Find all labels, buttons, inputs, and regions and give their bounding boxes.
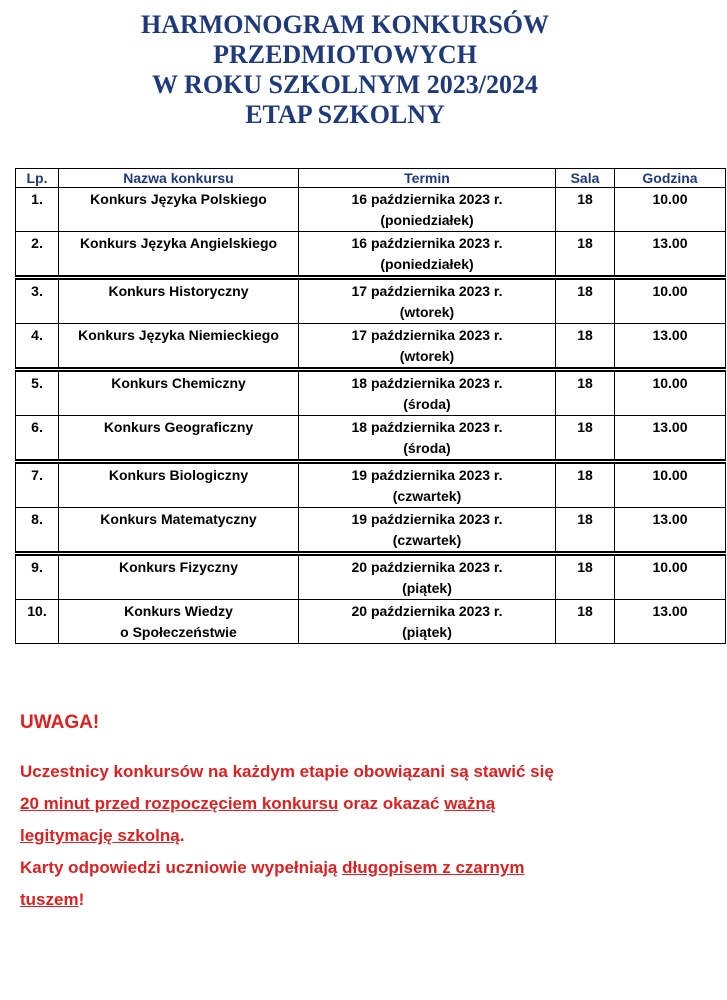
hour-text: 13.00 bbox=[652, 235, 688, 251]
hour-text: 10.00 bbox=[652, 559, 688, 575]
cell-lp bbox=[16, 600, 59, 644]
table-row bbox=[16, 232, 726, 278]
term-day: (piątek) bbox=[402, 580, 452, 596]
term-date: 19 października 2023 r. bbox=[351, 511, 503, 527]
term-day: (środa) bbox=[403, 396, 451, 412]
term-date: 16 października 2023 r. bbox=[351, 191, 503, 207]
term-day: (czwartek) bbox=[392, 532, 462, 548]
cell-room bbox=[556, 462, 615, 508]
room-text: 18 bbox=[577, 467, 593, 483]
term-day: (wtorek) bbox=[399, 348, 455, 364]
term-day: (poniedziałek) bbox=[380, 212, 474, 228]
term-date: 16 października 2023 r. bbox=[351, 235, 503, 251]
room-text: 18 bbox=[577, 419, 593, 435]
lp-text: 10. bbox=[27, 603, 47, 619]
contest-name: Konkurs Języka Angielskiego bbox=[79, 235, 278, 251]
cell-name bbox=[59, 324, 299, 370]
term-day: (środa) bbox=[403, 440, 451, 456]
header-room: Sala bbox=[556, 169, 615, 188]
term-day: (wtorek) bbox=[399, 304, 455, 320]
cell-name bbox=[59, 508, 299, 554]
cell-term bbox=[299, 416, 556, 462]
contest-name: Konkurs Chemiczny bbox=[111, 375, 246, 391]
room-text: 18 bbox=[577, 559, 593, 575]
cell-hour bbox=[615, 232, 726, 278]
contest-name: Konkurs Biologiczny bbox=[108, 467, 249, 483]
cell-name bbox=[59, 462, 299, 508]
table-header-row bbox=[16, 169, 726, 188]
hour-text: 13.00 bbox=[652, 327, 688, 343]
notice-underlined: tuszem bbox=[20, 890, 79, 909]
contest-name: Konkurs Matematyczny bbox=[100, 511, 257, 527]
cell-name bbox=[59, 232, 299, 278]
header-lp: Lp. bbox=[16, 169, 59, 188]
title-line-4: ETAP SZKOLNY bbox=[245, 100, 445, 129]
cell-lp bbox=[16, 188, 59, 232]
notice-underlined: legitymację szkolną bbox=[20, 826, 180, 845]
cell-lp bbox=[16, 370, 59, 416]
cell-room bbox=[556, 600, 615, 644]
term-day: (piątek) bbox=[402, 624, 452, 640]
notice-text: oraz okazać bbox=[338, 794, 445, 813]
table-row bbox=[16, 508, 726, 554]
cell-hour bbox=[615, 370, 726, 416]
table-row bbox=[16, 278, 726, 324]
cell-room bbox=[556, 416, 615, 462]
term-date: 20 października 2023 r. bbox=[351, 603, 503, 619]
contest-name-line-2: o Społeczeństwie bbox=[120, 624, 237, 640]
cell-term bbox=[299, 188, 556, 232]
term-date: 17 października 2023 r. bbox=[351, 327, 503, 343]
notice-underlined: 20 minut przed rozpoczęciem konkursu bbox=[20, 794, 339, 813]
cell-room bbox=[556, 324, 615, 370]
lp-text: 9. bbox=[31, 559, 43, 575]
table-row bbox=[16, 600, 726, 644]
cell-term bbox=[299, 232, 556, 278]
term-date: 18 października 2023 r. bbox=[351, 419, 503, 435]
cell-hour bbox=[615, 278, 726, 324]
cell-term bbox=[299, 324, 556, 370]
room-text: 18 bbox=[577, 603, 593, 619]
lp-text: 2. bbox=[31, 235, 43, 251]
lp-text: 6. bbox=[31, 419, 43, 435]
notice-text: Karty odpowiedzi uczniowie wypełniają bbox=[20, 858, 343, 877]
lp-text: 8. bbox=[31, 511, 43, 527]
table-row bbox=[16, 188, 726, 232]
cell-name bbox=[59, 554, 299, 600]
hour-text: 10.00 bbox=[652, 467, 688, 483]
term-day: (czwartek) bbox=[392, 488, 462, 504]
lp-text: 4. bbox=[31, 327, 43, 343]
notice-underlined: ważną bbox=[444, 794, 496, 813]
hour-text: 10.00 bbox=[652, 283, 688, 299]
cell-lp bbox=[16, 324, 59, 370]
notice-paragraph-2 bbox=[20, 852, 710, 916]
room-text: 18 bbox=[577, 511, 593, 527]
lp-text: 7. bbox=[31, 467, 43, 483]
room-text: 18 bbox=[577, 283, 593, 299]
cell-name bbox=[59, 278, 299, 324]
cell-lp bbox=[16, 462, 59, 508]
cell-term bbox=[299, 600, 556, 644]
cell-hour bbox=[615, 554, 726, 600]
notice-text: ! bbox=[78, 890, 85, 909]
cell-term bbox=[299, 462, 556, 508]
cell-lp bbox=[16, 232, 59, 278]
lp-text: 5. bbox=[31, 375, 43, 391]
term-date: 19 października 2023 r. bbox=[351, 467, 503, 483]
room-text: 18 bbox=[577, 327, 593, 343]
table-row bbox=[16, 462, 726, 508]
notice-paragraph-1 bbox=[20, 756, 710, 852]
lp-text: 1. bbox=[31, 191, 43, 207]
term-date: 18 października 2023 r. bbox=[351, 375, 503, 391]
schedule-table bbox=[15, 168, 726, 644]
room-text: 18 bbox=[577, 375, 593, 391]
cell-hour bbox=[615, 508, 726, 554]
cell-lp bbox=[16, 554, 59, 600]
header-term: Termin bbox=[299, 169, 556, 188]
table-row bbox=[16, 554, 726, 600]
title-line-3: W ROKU SZKOLNYM 2023/2024 bbox=[152, 70, 538, 99]
table-row bbox=[16, 370, 726, 416]
cell-lp bbox=[16, 278, 59, 324]
cell-hour bbox=[615, 324, 726, 370]
notice-text: Uczestnicy konkursów na każdym etapie obowiązani są stawić się bbox=[20, 762, 554, 781]
hour-text: 13.00 bbox=[652, 603, 688, 619]
header-name: Nazwa konkursu bbox=[59, 169, 299, 188]
document-title bbox=[0, 10, 690, 130]
cell-lp bbox=[16, 416, 59, 462]
cell-room bbox=[556, 188, 615, 232]
notice-underlined: długopisem z czarnym bbox=[342, 858, 525, 877]
contest-name: Konkurs Języka Niemieckiego bbox=[78, 327, 279, 343]
cell-name bbox=[59, 416, 299, 462]
cell-room bbox=[556, 554, 615, 600]
notice bbox=[20, 712, 710, 916]
cell-room bbox=[556, 370, 615, 416]
table-row bbox=[16, 324, 726, 370]
cell-name bbox=[59, 370, 299, 416]
cell-room bbox=[556, 278, 615, 324]
notice-heading: UWAGA! bbox=[20, 712, 100, 733]
cell-hour bbox=[615, 188, 726, 232]
room-text: 18 bbox=[577, 235, 593, 251]
hour-text: 10.00 bbox=[652, 375, 688, 391]
cell-lp bbox=[16, 508, 59, 554]
title-line-1: HARMONOGRAM KONKURSÓW bbox=[140, 10, 550, 39]
notice-text: . bbox=[179, 826, 185, 845]
cell-term bbox=[299, 554, 556, 600]
cell-name bbox=[59, 600, 299, 644]
room-text: 18 bbox=[577, 191, 593, 207]
lp-text: 3. bbox=[31, 283, 43, 299]
cell-name bbox=[59, 188, 299, 232]
hour-text: 13.00 bbox=[652, 511, 688, 527]
cell-term bbox=[299, 278, 556, 324]
term-date: 17 października 2023 r. bbox=[351, 283, 503, 299]
cell-hour bbox=[615, 416, 726, 462]
cell-room bbox=[556, 508, 615, 554]
cell-room bbox=[556, 232, 615, 278]
term-day: (poniedziałek) bbox=[380, 256, 474, 272]
table-row bbox=[16, 416, 726, 462]
cell-term bbox=[299, 508, 556, 554]
hour-text: 10.00 bbox=[652, 191, 688, 207]
contest-name: Konkurs Języka Polskiego bbox=[90, 191, 267, 207]
title-line-2: PRZEDMIOTOWYCH bbox=[213, 40, 477, 69]
term-date: 20 października 2023 r. bbox=[351, 559, 503, 575]
contest-name: Konkurs Historyczny bbox=[108, 283, 249, 299]
cell-hour bbox=[615, 600, 726, 644]
cell-hour bbox=[615, 462, 726, 508]
header-hour: Godzina bbox=[615, 169, 726, 188]
cell-term bbox=[299, 370, 556, 416]
hour-text: 13.00 bbox=[652, 419, 688, 435]
contest-name: Konkurs Fizyczny bbox=[118, 559, 239, 575]
contest-name: Konkurs Wiedzy bbox=[124, 603, 233, 619]
contest-name: Konkurs Geograficzny bbox=[103, 419, 254, 435]
